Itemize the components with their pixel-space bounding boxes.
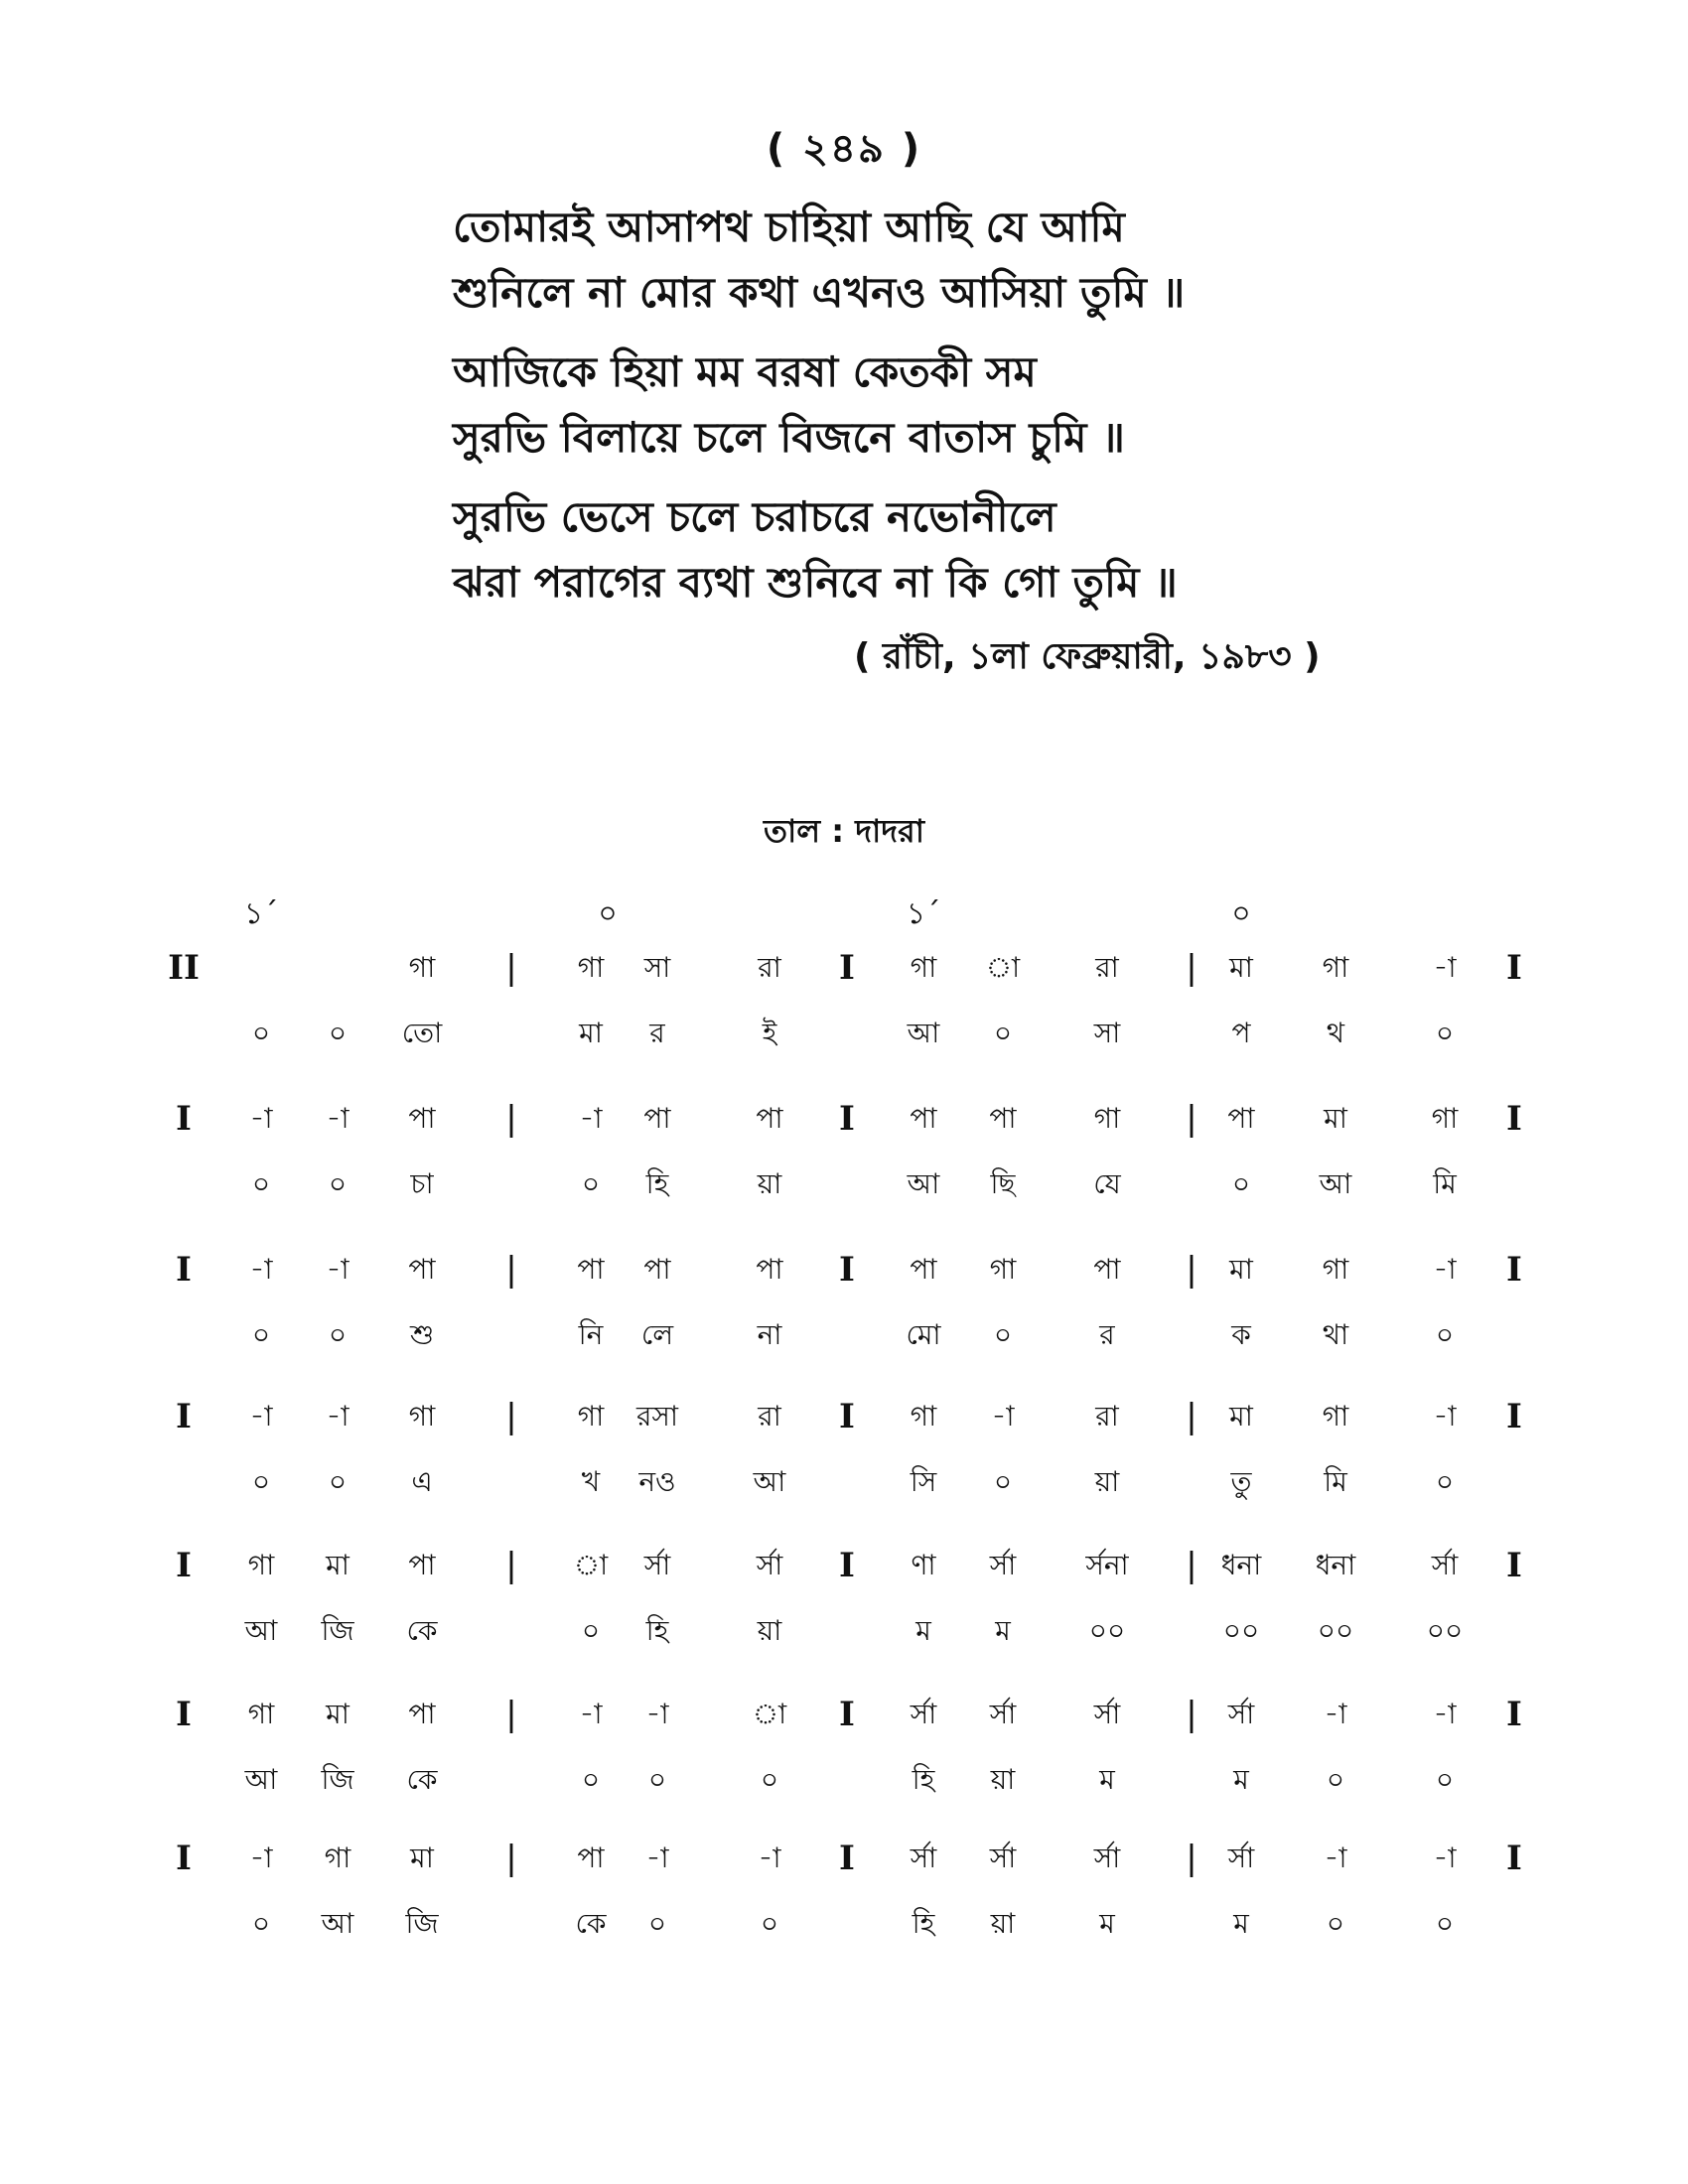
row-start-mark: I [176,1250,192,1290]
lyric-syllable: কে [406,1763,438,1796]
swara: মা [1229,1400,1253,1433]
row-start-mark: I [176,1839,192,1878]
lyric-syllable: তো [401,1017,443,1049]
bar-line-heavy: I [839,1839,855,1878]
lyric-syllable: ০০ [1088,1614,1126,1647]
swara: -া [579,1698,603,1730]
swara: র্সা [989,1842,1017,1874]
beat-mark: ০ [1231,896,1251,931]
lyric-syllable: ক [1231,1318,1251,1351]
swara: র্সা [1431,1549,1459,1581]
swara: র্সা [910,1842,937,1874]
lyric-syllable: আ [753,1465,786,1498]
swara: পা [910,1253,937,1286]
swara: গা [910,951,937,984]
row-end-mark: I [1506,1839,1522,1878]
bar-line: | [1186,1099,1197,1139]
tala-heading: তাল : দাদরা [764,812,924,850]
lyric-syllable: ০ [993,1465,1013,1498]
swara: পা [643,1253,671,1286]
row-start-mark: I [176,1546,192,1585]
lyric-syllable: এ [411,1465,433,1498]
swara: া [752,1698,787,1730]
lyric-syllable: কে [406,1614,438,1647]
lyric-syllable: যে [1093,1167,1121,1200]
swara: গা [910,1400,937,1433]
poem-line: আজিকে হিয়া মম বরষা কেতকী সম [453,347,1037,396]
lyric-syllable: প [1231,1017,1251,1049]
lyric-syllable: আ [907,1167,940,1200]
swara: রা [1095,1400,1119,1433]
lyric-syllable: আ [244,1763,278,1796]
lyric-syllable: সি [910,1465,937,1498]
lyric-syllable: চা [410,1167,434,1200]
lyric-syllable: য়া [990,1763,1016,1796]
swara: গা [577,951,605,984]
swara: র্সা [989,1698,1017,1730]
lyric-syllable: ম [1099,1907,1115,1940]
swara: পা [756,1102,783,1135]
lyric-syllable: নও [638,1465,676,1498]
swara: -া [1433,1253,1457,1286]
swara: র্সনা [1085,1549,1129,1581]
swara: পা [643,1102,671,1135]
bar-line: | [1186,948,1197,988]
bar-line: | [1186,1250,1197,1290]
lyric-syllable: হি [912,1907,935,1940]
swara: গা [408,951,436,984]
row-end-mark: I [1506,1695,1522,1734]
swara: গা [247,1698,275,1730]
swara: -া [326,1400,350,1433]
swara: পা [1227,1102,1255,1135]
lyric-syllable: ০ [251,1907,271,1940]
row-start-mark: I [176,1695,192,1734]
swara: গা [1322,1253,1349,1286]
lyric-syllable: মা [579,1017,603,1049]
bar-line: | [1186,1695,1197,1734]
swara: র্সা [1093,1842,1121,1874]
swara: র্সা [1227,1698,1255,1730]
lyric-syllable: থ [1326,1017,1345,1049]
lyric-syllable: ০ [647,1763,667,1796]
row-start-mark: I [176,1397,192,1436]
swara: পা [577,1253,605,1286]
lyric-syllable: লে [640,1318,674,1351]
swara: -া [1433,951,1457,984]
lyric-syllable: ০০ [1317,1614,1354,1647]
swara: -া [1433,1698,1457,1730]
lyric-syllable: জি [405,1907,439,1940]
beat-mark: ০ [598,896,618,931]
poem [453,195,1545,629]
lyric-syllable: ই [762,1017,777,1049]
lyric-syllable: য়া [1094,1465,1120,1498]
lyric-syllable: হি [645,1614,669,1647]
swara: গা [1431,1102,1459,1135]
swara: পা [1093,1253,1121,1286]
bar-line-heavy: I [839,948,855,988]
poem-line: ঝরা পরাগের ব্যথা শুনিবে না কি গো তুমি ॥ [453,558,1178,607]
lyric-syllable: ০ [1435,1318,1455,1351]
swara: -া [1433,1842,1457,1874]
swara: রা [1095,951,1119,984]
row-end-mark: I [1506,948,1522,988]
lyric-syllable: হি [645,1167,669,1200]
poem-line: তোমারই আসাপথ চাহিয়া আছি যে আমি [453,203,1125,251]
stanza [453,340,1545,471]
lyric-syllable: ০ [993,1318,1013,1351]
bar-line: | [505,1397,517,1436]
stanza [453,195,1545,326]
lyric-syllable: ০ [1231,1167,1251,1200]
lyric-syllable: নি [578,1318,604,1351]
lyric-syllable: ০ [1435,1907,1455,1940]
swara: পা [756,1253,783,1286]
poem-line: শুনিলে না মোর কথা এখনও আসিয়া তুমি ॥ [453,268,1186,317]
lyric-syllable: ০ [1435,1763,1455,1796]
swara: পা [910,1102,937,1135]
start-mark: II [168,948,200,988]
lyric-syllable: তু [1230,1465,1252,1498]
lyric-syllable: য়া [757,1167,782,1200]
lyric-syllable: ম [1233,1907,1249,1940]
lyric-syllable: ০ [581,1167,601,1200]
lyric-syllable: আ [1319,1167,1352,1200]
lyric-syllable: মি [1433,1167,1457,1200]
swara: মা [1229,1253,1253,1286]
swara: -া [1433,1400,1457,1433]
swara: পা [408,1549,436,1581]
lyric-syllable: ০ [760,1907,779,1940]
swara: -া [249,1253,273,1286]
bar-line: | [505,1695,517,1734]
lyric-syllable: ম [915,1614,931,1647]
swara: মা [1324,1102,1347,1135]
lyric-syllable: ০ [328,1465,348,1498]
bar-line: | [505,1546,517,1585]
bar-line-heavy: I [839,1099,855,1139]
swara: -া [579,1102,603,1135]
swara: র্সা [910,1698,937,1730]
swara: র্সা [1227,1842,1255,1874]
lyric-syllable: ০০ [1426,1614,1464,1647]
stanza [453,484,1545,615]
swara: া [573,1549,609,1581]
lyric-syllable: আ [244,1614,278,1647]
lyric-syllable: ০ [328,1167,348,1200]
lyric-syllable: জি [321,1763,354,1796]
bar-line: | [505,1099,517,1139]
row-end-mark: I [1506,1250,1522,1290]
lyric-syllable: ০ [251,1167,271,1200]
swara: গা [247,1549,275,1581]
swara: র্সা [989,1549,1017,1581]
beat-mark: ১´ [906,896,941,931]
lyric-syllable: ০ [993,1017,1013,1049]
lyric-syllable: সা [1093,1017,1121,1049]
lyric-syllable: না [757,1318,782,1351]
lyric-syllable: ০ [251,1318,271,1351]
swara: মা [1229,951,1253,984]
row-end-mark: I [1506,1099,1522,1139]
bar-line-heavy: I [839,1546,855,1585]
swara: রসা [635,1400,679,1433]
lyric-syllable: কে [575,1907,607,1940]
lyric-syllable: জি [321,1614,354,1647]
lyric-syllable: ০ [251,1017,271,1049]
swara: পা [408,1102,436,1135]
lyric-syllable: ০০ [1222,1614,1260,1647]
swara: -া [326,1102,350,1135]
composition-date: ( রাঁচী, ১লা ফেব্রুয়ারী, ১৯৮৩ ) [854,636,1321,677]
swara: মা [326,1698,350,1730]
lyric-syllable: ০ [1435,1465,1455,1498]
lyric-syllable: ০ [581,1614,601,1647]
lyric-syllable: ০ [647,1907,667,1940]
bar-line: | [1186,1839,1197,1878]
bar-line: | [1186,1397,1197,1436]
lyric-syllable: য়া [990,1907,1016,1940]
bar-line-heavy: I [839,1695,855,1734]
lyric-syllable: ০ [251,1465,271,1498]
swara: -া [249,1102,273,1135]
bar-line-heavy: I [839,1250,855,1290]
lyric-syllable: মো [906,1318,941,1351]
lyric-syllable: হি [912,1763,935,1796]
lyric-syllable: ছি [990,1167,1016,1200]
lyric-syllable: আ [321,1907,354,1940]
lyric-syllable: ০ [1326,1763,1345,1796]
bar-line: | [505,1839,517,1878]
swara: গা [408,1400,436,1433]
lyric-syllable: ম [1099,1763,1115,1796]
lyric-syllable: ০ [1326,1907,1345,1940]
swara: র্সা [756,1549,783,1581]
poem-line: সুরভি ভেসে চলে চরাচরে নভোনীলে [453,492,1056,541]
lyric-syllable: থা [1322,1318,1349,1351]
swara: গা [1322,1400,1349,1433]
bar-line: | [505,1250,517,1290]
lyric-syllable: মি [1324,1465,1347,1498]
swara: সা [643,951,671,984]
lyric-syllable: ম [1233,1763,1249,1796]
swara: -া [249,1842,273,1874]
lyric-syllable: ০ [328,1318,348,1351]
swara: -া [326,1253,350,1286]
bar-line: | [1186,1546,1197,1585]
swara: পা [577,1842,605,1874]
page-number: ( ২৪৯ ) [766,126,922,172]
bar-line-heavy: I [839,1397,855,1436]
swara: -া [991,1400,1015,1433]
lyric-syllable: ০ [581,1763,601,1796]
row-start-mark: I [176,1099,192,1139]
lyric-syllable: য়া [757,1614,782,1647]
swara: পা [408,1253,436,1286]
swara: গা [1322,951,1349,984]
lyric-syllable: খ [581,1465,601,1498]
swara: র্সা [643,1549,671,1581]
swara: -া [1324,1698,1347,1730]
swara: ধনা [1315,1549,1356,1581]
beat-mark: ১´ [243,896,279,931]
row-end-mark: I [1506,1397,1522,1436]
swara: রা [758,951,781,984]
swara: গা [577,1400,605,1433]
swara: রা [758,1400,781,1433]
swara: মা [410,1842,434,1874]
lyric-syllable: ম [995,1614,1011,1647]
lyric-syllable: ০ [760,1763,779,1796]
swara: -া [645,1842,669,1874]
lyric-syllable: র [649,1017,665,1049]
swara: ণা [911,1549,936,1581]
swara: -া [1324,1842,1347,1874]
swara: মা [326,1549,350,1581]
lyric-syllable: শু [409,1318,435,1351]
lyric-syllable: ০ [328,1017,348,1049]
swara: র্সা [1093,1698,1121,1730]
swara: া [985,951,1021,984]
swara: পা [408,1698,436,1730]
swara: গা [324,1842,352,1874]
poem-line: সুরভি বিলায়ে চলে বিজনে বাতাস চুমি ॥ [453,413,1125,462]
swara: -া [249,1400,273,1433]
swara: -া [645,1698,669,1730]
swara: গা [989,1253,1017,1286]
swara: ধনা [1220,1549,1262,1581]
bar-line: | [505,948,517,988]
swara: -া [758,1842,781,1874]
lyric-syllable: র [1099,1318,1115,1351]
lyric-syllable: ০ [1435,1017,1455,1049]
swara: গা [1093,1102,1121,1135]
swara: পা [989,1102,1017,1135]
row-end-mark: I [1506,1546,1522,1585]
lyric-syllable: আ [907,1017,940,1049]
